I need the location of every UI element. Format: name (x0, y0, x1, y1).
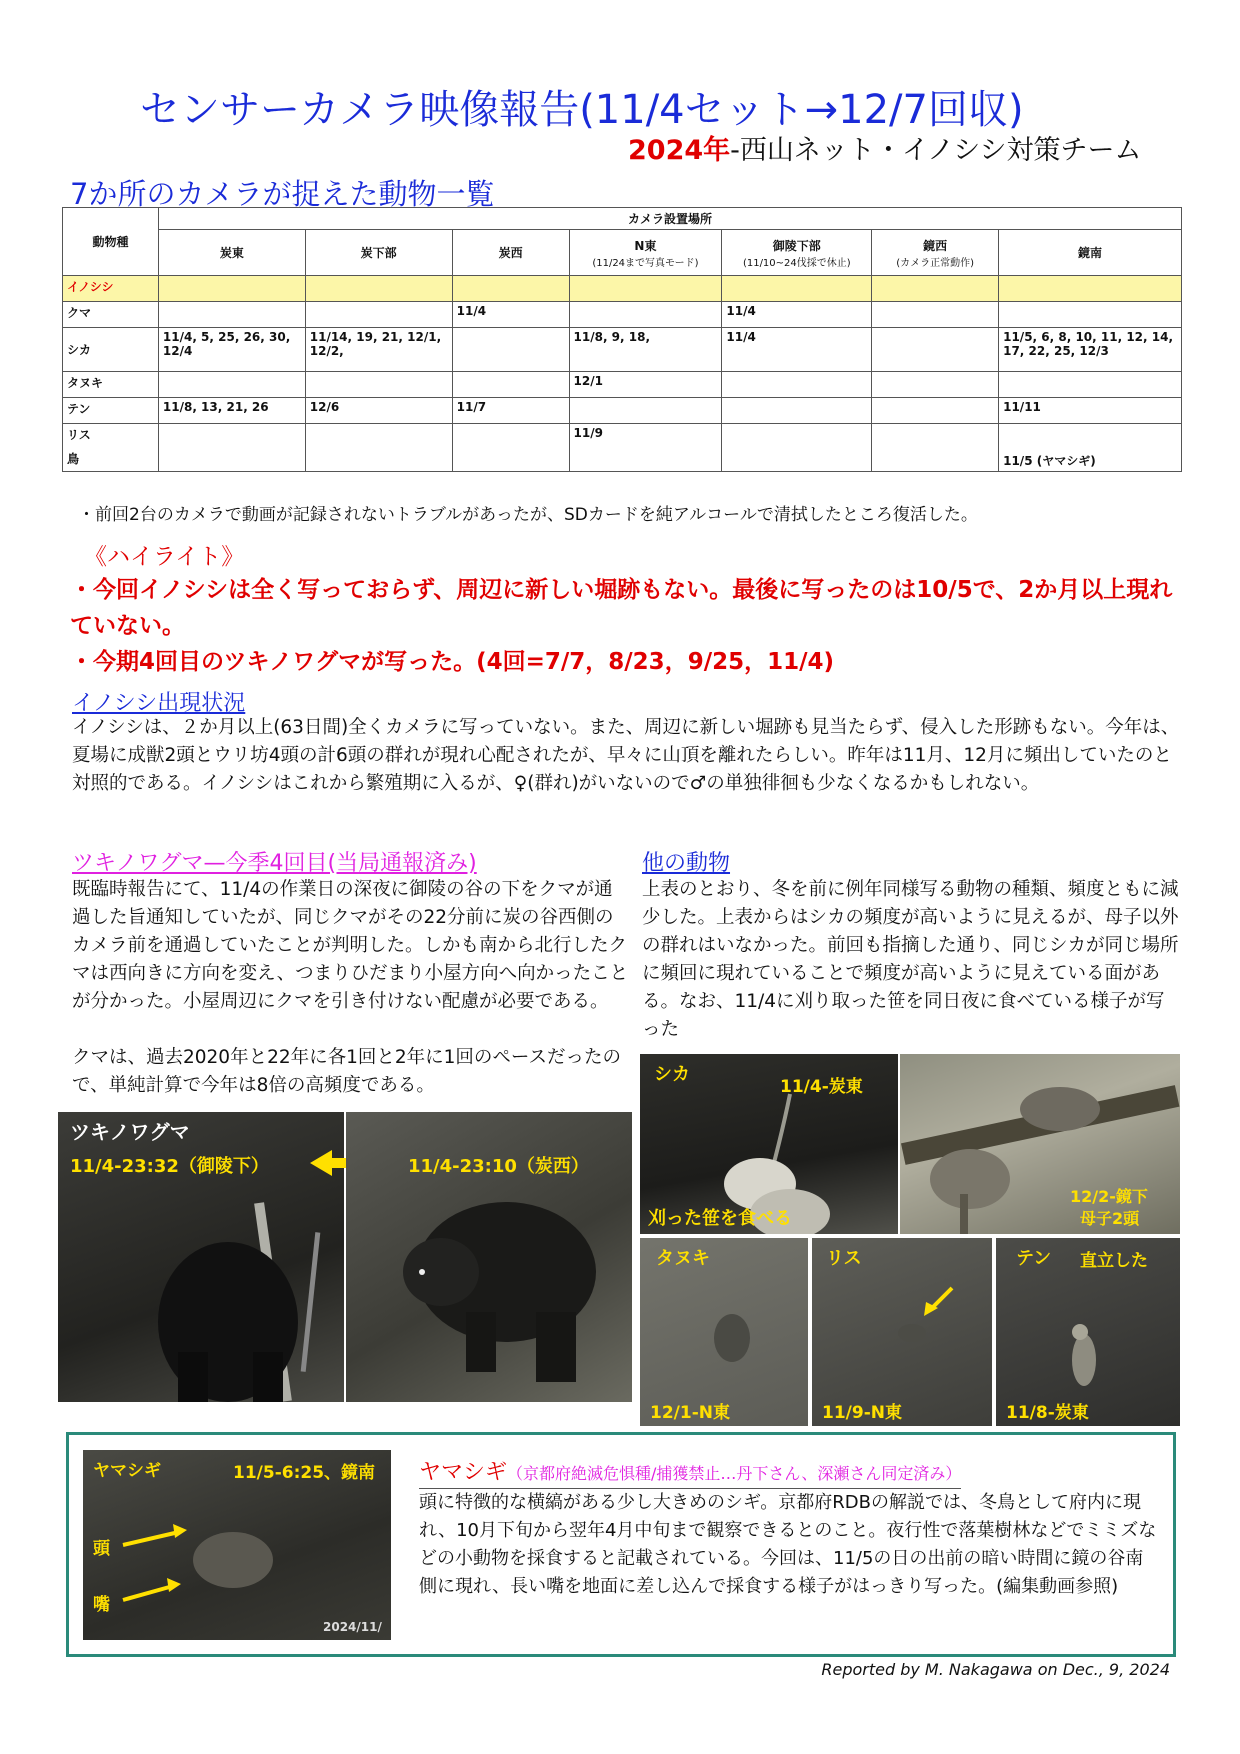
table-cell (452, 328, 569, 372)
table-header-row (63, 208, 1182, 230)
table-cell (872, 424, 999, 472)
marten-caption: 11/8-炭東 (1006, 1403, 1089, 1423)
table-cell (872, 302, 999, 328)
table-cell (158, 276, 305, 302)
tanuki-photo (640, 1238, 808, 1426)
table-cell (452, 276, 569, 302)
table-cell: 12/1 (569, 372, 722, 398)
table-cell (722, 424, 872, 472)
bear-photo-caption: 11/4-23:32（御陵下） (70, 1156, 269, 1177)
deer-photo-kagami (900, 1054, 1180, 1234)
table-row (63, 328, 1182, 372)
table-cell: 11/8, 9, 18, (569, 328, 722, 372)
bear-photo-title: ツキノワグマ (70, 1120, 190, 1144)
woodcock-head-label: 頭 (93, 1539, 110, 1559)
deer-note: 刈った笹を食べる (648, 1208, 792, 1229)
table-cell (999, 302, 1182, 328)
bear-photo-gokuryo (58, 1112, 344, 1402)
table-cell (569, 398, 722, 424)
bear-frequency-note: クマは、過去2020年と22年に各1回と2年に1回のペースだったので、単純計算で今年は8倍の高頻度である。 (72, 1047, 622, 1096)
table-cell (872, 276, 999, 302)
species-cell: テン (63, 398, 159, 424)
table-cell (158, 372, 305, 398)
bear-section-body: 既臨時報告にて、11/4の作業日の深夜に御陵の谷の下をクマが通過した旨通知していたが、同じクマがその22分前に炭の谷西側のカメラ前を通過していたことが判明した。しかも南から北行したクマは西向きに方向を変え、つまりひだまり小屋方向へ向かったことが分かった。小屋周辺にクマを引き付けない配慮が必要である。 (72, 879, 629, 1012)
table-cell: 11/9 (569, 424, 722, 472)
tanuki-label: タヌキ (656, 1248, 710, 1269)
table-cell (569, 276, 722, 302)
table-cell (305, 302, 452, 328)
table-row (63, 424, 1182, 448)
deer-caption: 11/4-炭東 (780, 1077, 863, 1097)
woodcock-box (66, 1432, 1176, 1657)
table-row (63, 276, 1182, 302)
highlights-heading: 《ハイライト》 (84, 544, 245, 570)
deer-caption: 12/2-鏡下 (1070, 1187, 1148, 1206)
deer-photo-sumi-east (640, 1054, 898, 1234)
squirrel-label: リス (826, 1248, 862, 1269)
col-header: 炭西 (452, 230, 569, 276)
table-cell (158, 302, 305, 328)
table-cell (305, 424, 452, 472)
others-section-body: 上表のとおり、冬を前に例年同様写る動物の種類、頻度ともに減少した。上表からはシカの頻度が高いように見えるが、母子以外の群れはいなかった。前回も指摘した通り、同じシカが同じ場所に頻回に現れていることで頻度が高いように見えている面がある。なお、11/4に刈り取った笹を同日夜に食べている様子が写った (642, 879, 1179, 1040)
squirrel-photo (812, 1238, 992, 1426)
page-title: センサーカメラ映像報告(11/4セット→12/7回収) (140, 87, 1024, 133)
woodcock-heading-note: （京都府絶滅危惧種/捕獲禁止…丹下さん、深瀬さん同定済み） (507, 1464, 962, 1483)
col-header: 御陵下部 (11/10~24伐採で休止) (722, 230, 872, 276)
table-row (63, 372, 1182, 398)
location-header-row (63, 230, 1182, 276)
species-cell: イノシシ (63, 276, 159, 302)
col-header: 鏡西 (カメラ正常動作) (872, 230, 999, 276)
species-cell: クマ (63, 302, 159, 328)
species-cell: タヌキ (63, 372, 159, 398)
woodcock-photo-time: 11/5-6:25、鏡南 (233, 1463, 376, 1483)
sd-card-note: ・前回2台のカメラで動画が記録されないトラブルがあったが、SDカードを純アルコールで清拭したところ復活した。 (78, 505, 978, 525)
table-cell (452, 372, 569, 398)
highlight-item: ・今期4回目のツキノワグマが写った。(4回=7/7，8/23，9/25，11/4) (70, 649, 835, 675)
others-section-heading: 他の動物 (642, 851, 731, 876)
table-cell (872, 328, 999, 372)
table-cell (305, 276, 452, 302)
col-header: 炭下部 (305, 230, 452, 276)
table-cell (569, 302, 722, 328)
bear-photo-caption: 11/4-23:10（炭西） (408, 1156, 589, 1177)
table-cell (872, 398, 999, 424)
marten-label: テン (1016, 1248, 1052, 1269)
table-cell: 11/7 (452, 398, 569, 424)
table-cell: 11/11 (999, 398, 1182, 424)
woodcock-photo (83, 1450, 391, 1640)
table-row (63, 302, 1182, 328)
table-cell (872, 372, 999, 398)
col-header: 鏡南 (999, 230, 1182, 276)
table-cell: 11/8, 13, 21, 26 (158, 398, 305, 424)
table-cell (722, 276, 872, 302)
table-cell: 11/4 (722, 302, 872, 328)
table-cell: 11/14, 19, 21, 12/1, 12/2, (305, 328, 452, 372)
table-cell (999, 372, 1182, 398)
table-cell (722, 398, 872, 424)
table-heading: 7か所のカメラが捉えた動物一覧 (70, 177, 495, 211)
squirrel-caption: 11/9-N東 (822, 1403, 902, 1423)
col-header: N東 (11/24まで写真モード) (569, 230, 722, 276)
table-cell: 11/4, 5, 25, 26, 30, 12/4 (158, 328, 305, 372)
marten-photo (996, 1238, 1180, 1426)
tanuki-caption: 12/1-N東 (650, 1403, 730, 1423)
col-header: 炭東 (158, 230, 305, 276)
species-cell: リス (63, 424, 159, 448)
woodcock-photo-label: ヤマシギ (93, 1461, 161, 1481)
deer-label: シカ (654, 1064, 690, 1085)
table-cell (158, 424, 305, 472)
woodcock-heading-main: ヤマシギ (419, 1460, 508, 1485)
bear-section-heading: ツキノワグマ—今季4回目(当局通報済み) (72, 851, 477, 876)
woodcock-stamp: 2024/11/ (323, 1620, 382, 1634)
location-group-header: カメラ設置場所 (158, 208, 1181, 230)
woodcock-heading (419, 1455, 961, 1489)
page-subtitle (628, 128, 1142, 167)
species-cell: シカ (63, 328, 159, 372)
table-cell (999, 276, 1182, 302)
marten-note: 直立した (1080, 1251, 1148, 1271)
boar-section-heading: イノシシ出現状況 (72, 691, 246, 716)
deer-note: 母子2頭 (1080, 1209, 1140, 1228)
subtitle-org: -西山ネット・イノシシ対策チーム (730, 135, 1142, 166)
subtitle-year: 2024年 (628, 135, 731, 166)
animal-table (62, 207, 1182, 472)
table-cell: 11/4 (452, 302, 569, 328)
table-cell: 12/6 (305, 398, 452, 424)
bear-photo-sumi-west (346, 1112, 632, 1402)
species-cell: 鳥 (63, 448, 159, 472)
table-cell (722, 372, 872, 398)
report-footer: Reported by M. Nakagawa on Dec., 9, 2024 (821, 1660, 1170, 1679)
table-cell (305, 372, 452, 398)
woodcock-beak-label: 嘴 (93, 1595, 110, 1615)
table-cell: 11/4 (722, 328, 872, 372)
highlight-item: ・今回イノシシは全く写っておらず、周辺に新しい堀跡もない。最後に写ったのは10/5で、2か月以上現れていない。 (70, 577, 1173, 639)
table-cell (452, 424, 569, 472)
woodcock-body: 頭に特徴的な横縞がある少し大きめのシギ。京都府RDBの解説では、冬鳥として府内に現れ、10月下旬から翌年4月中旬まで観察できるとのこと。夜行性で落葉樹林などでミミズなどの小動物を採食すると記載されている。今回は、11/5の日の出前の暗い時間に鏡の谷南側に現れ、長い嘴を地面に差し込んで採食する様子がはっきり写った。(編集動画参照) (419, 1492, 1157, 1597)
table-cell: 11/5, 6, 8, 10, 11, 12, 14, 17, 22, 25, 12/3 (999, 328, 1182, 372)
species-header: 動物種 (63, 208, 159, 276)
table-cell: 11/5 (ヤマシギ) (999, 424, 1182, 472)
table-row (63, 398, 1182, 424)
boar-section-body: イノシシは、２か月以上(63日間)全くカメラに写っていない。また、周辺に新しい堀跡も見当たらず、侵入した形跡もない。今年は、夏場に成獣2頭とウリ坊4頭の計6頭の群れが現れ心配されたが、早々に山頂を離れたらしい。昨年は11月、12月に頻出していたのと対照的である。イノシシはこれから繁殖期に入るが、♀(群れ)がいないので♂の単独徘徊も少なくなるかもしれない。 (72, 717, 1180, 794)
